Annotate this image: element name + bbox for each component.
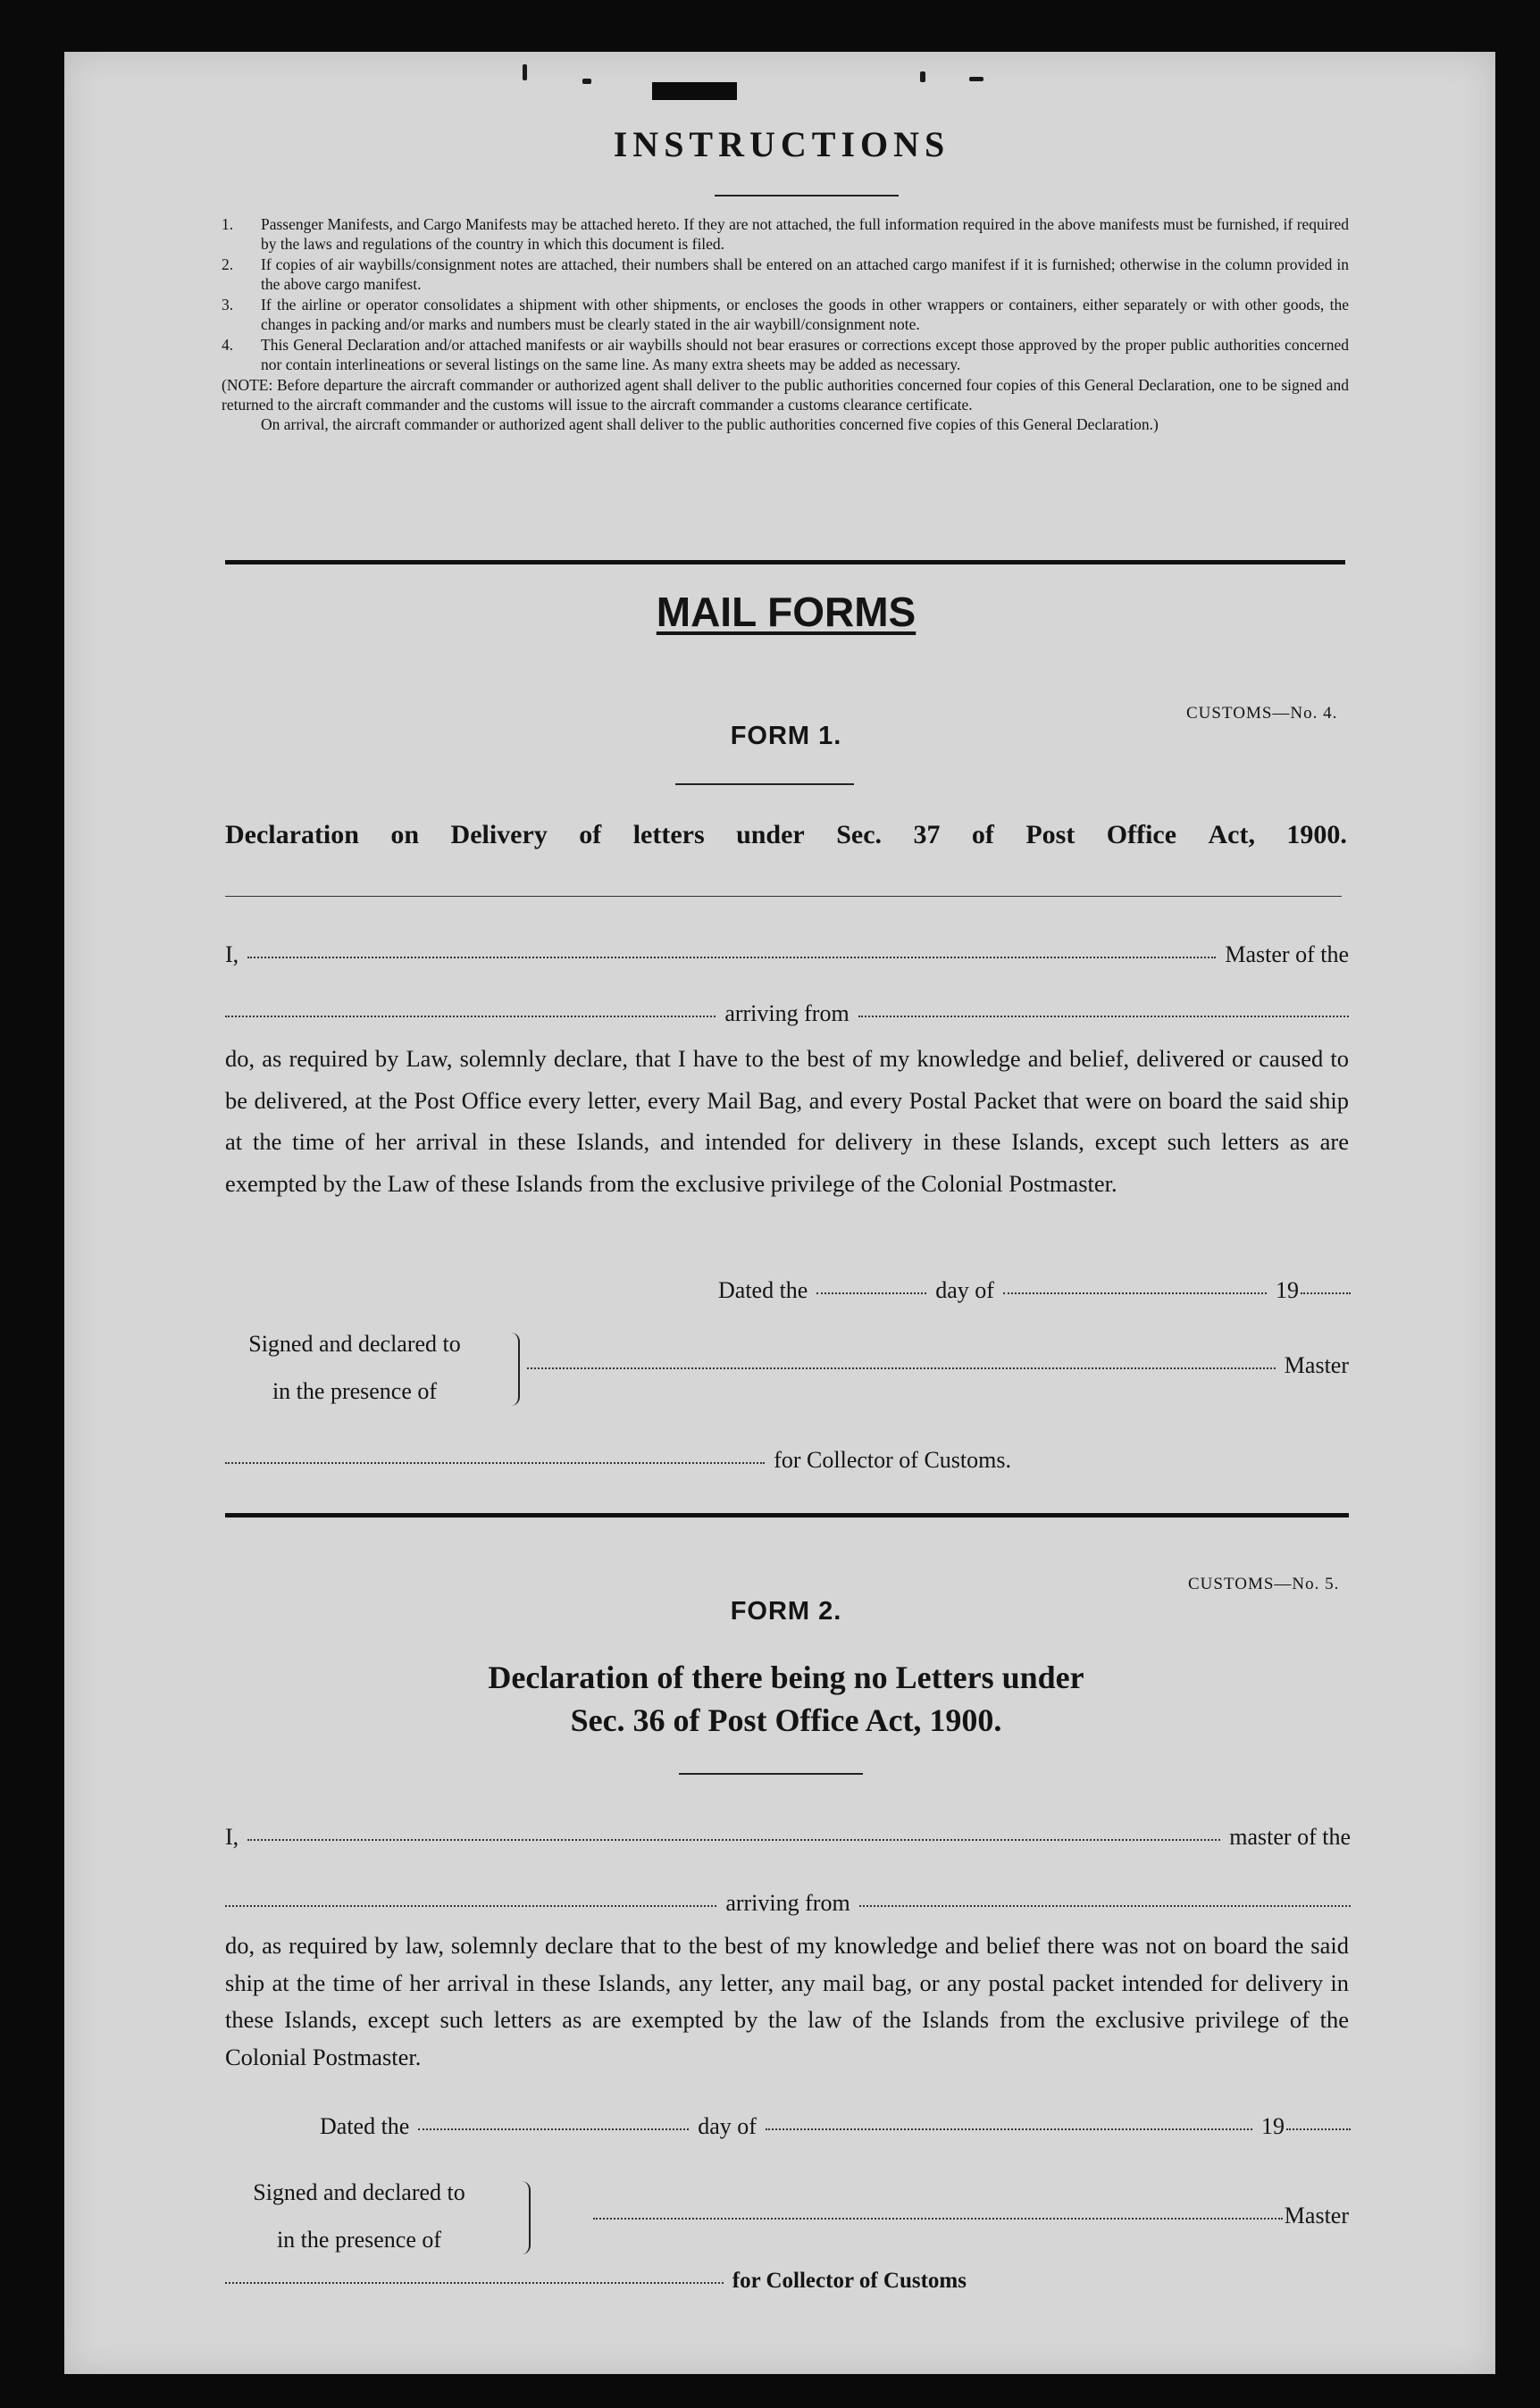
instructions-list xyxy=(222,214,1349,434)
form1-title: FORM 1. xyxy=(730,722,842,750)
collector-signature-field[interactable] xyxy=(225,2281,724,2284)
ink-speck xyxy=(582,79,591,84)
form1-title-rule xyxy=(675,783,854,785)
section-divider xyxy=(225,560,1345,564)
form2-collector-line: for Collector of Customs xyxy=(225,2269,967,2294)
customs-ref-form1: CUSTOMS—No. 4. xyxy=(1186,704,1338,723)
form1-collector-line: for Collector of Customs. xyxy=(225,1447,1011,1474)
form2-master-line: Master xyxy=(593,2203,1349,2229)
form2-signed-label: Signed and declared to in the presence of xyxy=(253,2179,465,2253)
ink-speck xyxy=(920,71,925,82)
form1-signed-label: Signed and declared to in the presence of xyxy=(248,1331,461,1404)
instructions-note xyxy=(222,375,1349,434)
master-name-field[interactable] xyxy=(247,956,1216,958)
mail-forms-title: MAIL FORMS xyxy=(656,589,916,635)
form2-title-rule xyxy=(679,1773,863,1775)
instruction-item: 2. If copies of air waybills/consignment notes are attached, their numbers shall be entered on an attached cargo manifest if it is furnished; otherwise in the column provided in the above cargo manifest. xyxy=(222,255,1349,293)
month-field[interactable] xyxy=(766,2128,1252,2130)
form1-master-line: Master xyxy=(527,1352,1349,1379)
form1-arriving-line: arriving from xyxy=(225,1000,1349,1027)
form1-name-line: I, Master of the xyxy=(225,941,1349,967)
instruction-item: 3. If the airline or operator consolidates a shipment with other shipments, or encloses the goods in other wrappers or containers, either separately or with other goods, the changes in packing and/or marks and numbers must be clearly stated in the air waybill/consignment note. xyxy=(222,296,1349,333)
form2-declaration-body: do, as required by law, solemnly declare that to the best of my knowledge and belief there was not on board the said ship at the time of her arrival in these Islands, any letter, any mail bag, or any postal packet intended for delivery in these Islands, except such letters as are exempted by the law of the Islands from the exclusive privilege of the Colonial Postmaster. xyxy=(225,1932,1349,2070)
brace-icon xyxy=(506,1333,520,1406)
brace-icon xyxy=(516,2181,531,2254)
form1-heading-rule xyxy=(225,896,1342,897)
instructions-title: INSTRUCTIONS xyxy=(613,124,950,164)
instruction-item: 1. Passenger Manifests, and Cargo Manifests may be attached hereto. If they are not attached, the full information required in the above manifests must be furnished, if required by the laws and regulations of the country in which this document is filed. xyxy=(222,215,1349,253)
form1-date-line: Dated the day of 19 xyxy=(718,1277,1351,1304)
master-name-field[interactable] xyxy=(247,1838,1220,1841)
master-signature-field[interactable] xyxy=(527,1367,1276,1369)
arriving-from-field[interactable] xyxy=(859,1904,1351,1907)
customs-ref-form2: CUSTOMS—No. 5. xyxy=(1188,1575,1340,1593)
ink-speck xyxy=(523,64,527,80)
note-arrival: On arrival, the aircraft commander or authorized agent shall deliver to the public authorities concerned five copies of this General Declaration.) xyxy=(261,415,1159,433)
title-underline xyxy=(715,195,899,196)
month-field[interactable] xyxy=(1003,1292,1267,1294)
ship-name-field[interactable] xyxy=(225,1904,716,1907)
year-field[interactable] xyxy=(1301,1292,1351,1294)
year-field[interactable] xyxy=(1286,2128,1351,2130)
ship-name-field[interactable] xyxy=(225,1015,716,1017)
collector-signature-field[interactable] xyxy=(225,1461,765,1464)
instruction-item: 4. This General Declaration and/or attached manifests or air waybills should not bear erasures or corrections except those approved by the proper public authorities concerned nor contain interlineations or several listings on the same line. As many extra sheets may be added as necessary. xyxy=(222,336,1349,373)
form2-arriving-line: arriving from xyxy=(225,1890,1351,1917)
form2-title: FORM 2. xyxy=(730,1597,842,1626)
master-signature-field[interactable] xyxy=(593,2217,1283,2220)
ink-speck xyxy=(969,77,983,81)
note-departure: (NOTE: Before departure the aircraft commander or authorized agent shall deliver to the public authorities concerned four copies of this General Declaration, one to be signed and returned to the aircraft commander and the customs will issue to the aircraft commander a customs clearance certificate. xyxy=(222,376,1349,414)
form1-declaration-body: do, as required by Law, solemnly declare, that I have to the best of my knowledge and belief, delivered or caused to be delivered, at the Post Office every letter, every Mail Bag, and every Postal Packet that were on board the said ship at the time of her arrival in these Islands, and intended for delivery in these Islands, except such letters as are exempted by the Law of these Islands from the exclusive privilege of the Colonial Postmaster. xyxy=(225,1045,1349,1197)
form1-declaration-heading: Declaration on Delivery of letters under Sec. 37 of Post Office Act, 1900. xyxy=(225,820,1347,849)
day-field[interactable] xyxy=(816,1292,926,1294)
ink-blot xyxy=(652,82,737,100)
arriving-from-field[interactable] xyxy=(858,1015,1349,1017)
form2-date-line: Dated the day of 19 xyxy=(320,2113,1351,2140)
form-divider xyxy=(225,1513,1349,1518)
form2-name-line: I, master of the xyxy=(225,1824,1351,1850)
form2-declaration-heading: Declaration of there being no Letters under Sec. 36 of Post Office Act, 1900. xyxy=(488,1660,1084,1738)
day-field[interactable] xyxy=(418,2128,689,2130)
